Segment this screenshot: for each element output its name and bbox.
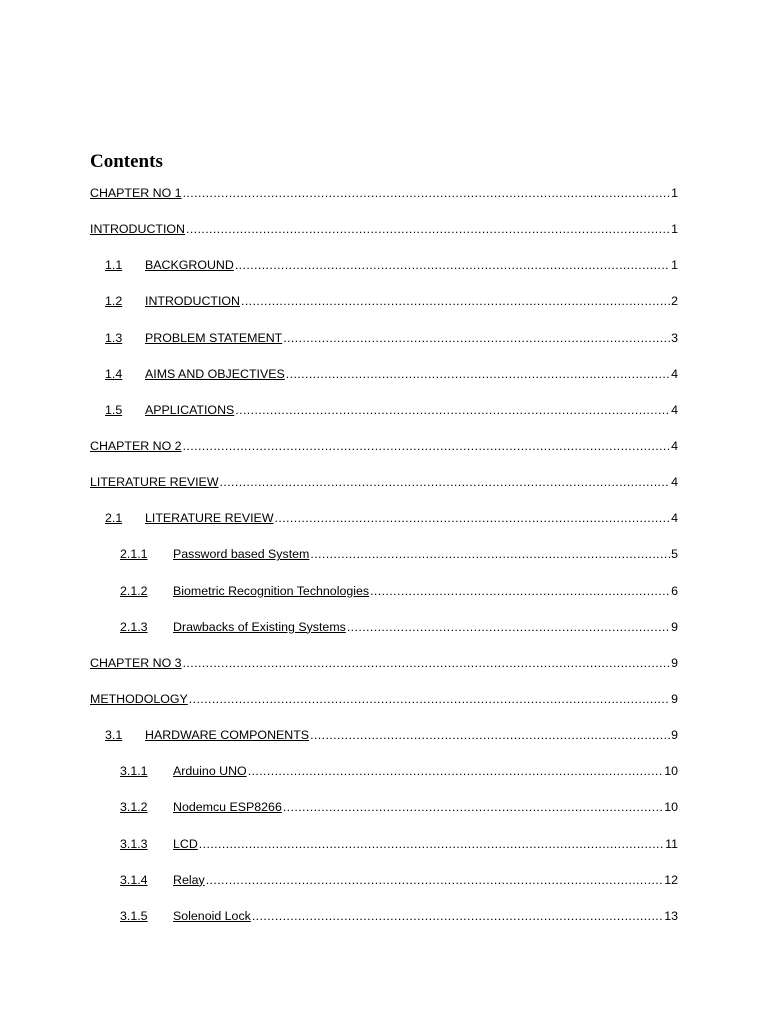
toc-entry	[0, 834, 768, 870]
dot-leader	[220, 472, 671, 492]
toc-entry-link[interactable]	[120, 581, 678, 601]
toc-entry	[0, 544, 768, 580]
toc-entry-label: INTRODUCTION	[145, 294, 240, 309]
toc-entry-page-number: 3	[671, 330, 678, 345]
toc-entry-label: CHAPTER NO 3	[90, 655, 182, 670]
dot-leader	[199, 834, 664, 854]
toc-entry-page-number: 5	[671, 547, 678, 562]
toc-entry-page-number: 6	[671, 583, 678, 598]
toc-entry-link[interactable]	[105, 255, 678, 275]
toc-entry	[0, 725, 768, 761]
toc-entry-link[interactable]	[120, 544, 678, 564]
toc-entry-link[interactable]	[120, 834, 678, 854]
toc-entry-label: CHAPTER NO 2	[90, 438, 182, 453]
toc-entry-page-number: 1	[671, 258, 678, 273]
toc-entry	[0, 617, 768, 653]
toc-entry-label: METHODOLOGY	[90, 691, 188, 706]
toc-entry	[0, 183, 768, 219]
toc-entry-link[interactable]	[105, 291, 678, 311]
toc-entry-number: 3.1.1	[120, 764, 148, 779]
toc-entry	[0, 219, 768, 255]
toc-entry-label: PROBLEM STATEMENT	[145, 330, 283, 345]
toc-entry-number: 3.1	[105, 728, 123, 743]
toc-entry	[0, 291, 768, 327]
toc-heading: Contents	[90, 151, 163, 172]
toc-entry-label: BACKGROUND	[145, 258, 234, 273]
toc-entry-page-number: 4	[671, 366, 678, 381]
toc-entry-link[interactable]	[120, 761, 678, 781]
toc-entry-page-number: 4	[671, 438, 678, 453]
toc-entry-label: Relay	[173, 872, 205, 887]
toc-entry-number: 1.4	[105, 366, 123, 381]
toc-entry	[0, 472, 768, 508]
toc-entry-link[interactable]	[105, 400, 678, 420]
toc-entry-page-number: 10	[664, 800, 678, 815]
toc-entry-link[interactable]	[90, 653, 678, 673]
dot-leader	[235, 255, 670, 275]
dot-leader	[310, 544, 670, 564]
toc-entry-label: Password based System	[173, 547, 310, 562]
toc-entry-number: 3.1.5	[120, 908, 148, 923]
toc-entry-label: Nodemcu ESP8266	[173, 800, 282, 815]
toc-entry-label: LITERATURE REVIEW	[145, 511, 274, 526]
dot-leader	[183, 183, 671, 203]
toc-entry	[0, 364, 768, 400]
toc-entry-number: 1.2	[105, 294, 123, 309]
toc-entry-label: Solenoid Lock	[173, 908, 251, 923]
toc-entry-link[interactable]	[120, 617, 678, 637]
toc-entry-number: 2.1.3	[120, 619, 148, 634]
toc-entry-number: 2.1.2	[120, 583, 148, 598]
toc-entry-page-number: 2	[671, 294, 678, 309]
toc-entry	[0, 870, 768, 906]
toc-entry-page-number: 4	[671, 402, 678, 417]
toc-entry-link[interactable]	[90, 219, 678, 239]
dot-leader	[189, 689, 670, 709]
toc-entry-page-number: 9	[671, 655, 678, 670]
toc-entry-link[interactable]	[105, 328, 678, 348]
toc-entry-number: 1.3	[105, 330, 123, 345]
dot-leader	[248, 761, 664, 781]
toc-entry-link[interactable]	[105, 725, 678, 745]
toc-entry-number: 3.1.3	[120, 836, 148, 851]
toc-entry-number: 3.1.2	[120, 800, 148, 815]
toc-entry-page-number: 4	[671, 511, 678, 526]
toc-entry-page-number: 13	[664, 908, 678, 923]
dot-leader	[252, 906, 663, 926]
toc-entry-label: HARDWARE COMPONENTS	[145, 728, 310, 743]
toc-entry-page-number: 12	[664, 872, 678, 887]
toc-entry-label: LITERATURE REVIEW	[90, 475, 219, 490]
toc-entry-page-number: 9	[671, 619, 678, 634]
toc-entry	[0, 255, 768, 291]
toc-entry	[0, 761, 768, 797]
toc-entry-link[interactable]	[105, 508, 678, 528]
dot-leader	[235, 400, 670, 420]
toc-entry-link[interactable]	[90, 183, 678, 203]
toc-entry-number: 2.1	[105, 511, 123, 526]
toc-entry	[0, 653, 768, 689]
toc-entry	[0, 508, 768, 544]
toc-entry-link[interactable]	[90, 689, 678, 709]
dot-leader	[183, 436, 671, 456]
toc-entry-link[interactable]	[90, 436, 678, 456]
dot-leader	[183, 653, 671, 673]
toc-entry-label: INTRODUCTION	[90, 222, 185, 237]
toc-entry-label: LCD	[173, 836, 198, 851]
toc-entry-number: 1.5	[105, 402, 123, 417]
toc-entry-page-number: 11	[665, 836, 678, 851]
toc-entry-page-number: 1	[671, 186, 678, 200]
toc-entry-number: 2.1.1	[120, 547, 148, 562]
toc-entry	[0, 797, 768, 833]
toc-entry	[0, 436, 768, 472]
toc-entry-page-number: 1	[671, 222, 678, 237]
toc-entry	[0, 906, 768, 942]
toc-entry-page-number: 9	[671, 728, 678, 743]
toc-entry-label: Arduino UNO	[173, 764, 247, 779]
table-of-contents	[0, 183, 768, 942]
dot-leader	[206, 870, 664, 890]
dot-leader	[283, 328, 670, 348]
toc-entry	[0, 400, 768, 436]
toc-entry-link[interactable]	[120, 870, 678, 890]
toc-entry-link[interactable]	[120, 797, 678, 817]
toc-entry-number: 1.1	[105, 258, 123, 273]
toc-entry-link[interactable]	[120, 906, 678, 926]
dot-leader	[286, 364, 670, 384]
dot-leader	[241, 291, 670, 311]
toc-entry-link[interactable]	[105, 364, 678, 384]
toc-entry-page-number: 10	[664, 764, 678, 779]
toc-entry-label: Drawbacks of Existing Systems	[173, 619, 346, 634]
toc-entry	[0, 689, 768, 725]
dot-leader	[347, 617, 670, 637]
toc-entry	[0, 581, 768, 617]
dot-leader	[186, 219, 670, 239]
toc-entry	[0, 328, 768, 364]
toc-entry-label: AIMS AND OBJECTIVES	[145, 366, 285, 381]
toc-entry-page-number: 9	[671, 691, 678, 706]
toc-entry-label: Biometric Recognition Technologies	[173, 583, 370, 598]
dot-leader	[275, 508, 671, 528]
dot-leader	[310, 725, 670, 745]
toc-entry-label: CHAPTER NO 1	[90, 186, 182, 200]
toc-entry-label: APPLICATIONS	[145, 402, 235, 417]
dot-leader	[283, 797, 663, 817]
dot-leader	[370, 581, 670, 601]
toc-entry-link[interactable]	[90, 472, 678, 492]
toc-entry-number: 3.1.4	[120, 872, 148, 887]
toc-entry-page-number: 4	[671, 475, 678, 490]
